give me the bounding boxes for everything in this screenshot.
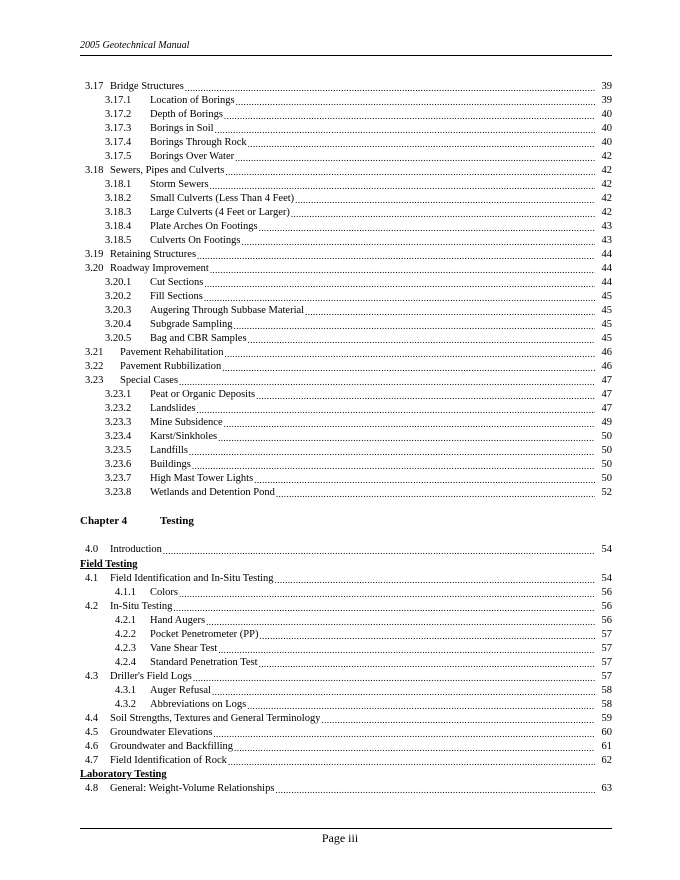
toc-entry-number: 3.23.7: [105, 473, 132, 484]
toc-entry[interactable]: [80, 586, 612, 600]
toc-entry-title: Peat or Organic Deposits: [150, 389, 256, 400]
toc-entry-title: Mine Subsidence: [150, 417, 223, 428]
toc-entry[interactable]: [80, 220, 612, 234]
running-header: 2005 Geotechnical Manual: [80, 40, 190, 51]
toc-entry-title: Sewers, Pipes and Culverts: [110, 165, 225, 176]
toc-entry-number: 3.23.2: [105, 403, 132, 414]
toc-entry[interactable]: [80, 600, 612, 614]
toc-entry[interactable]: [80, 332, 612, 346]
footer-rule: [80, 828, 612, 829]
toc-entry-title: Small Culverts (Less Than 4 Feet): [150, 193, 295, 204]
toc-entry[interactable]: [80, 458, 612, 472]
toc-leader-dots: [173, 600, 595, 614]
toc-entry[interactable]: [80, 318, 612, 332]
toc-entry-title: Pavement Rubbilization: [120, 361, 222, 372]
toc-entry-page: 47: [601, 375, 612, 386]
toc-entry-page: 50: [601, 473, 612, 484]
toc-entry-title: Borings in Soil: [150, 123, 214, 134]
toc-entry-page: 52: [601, 487, 612, 498]
toc-entry[interactable]: [80, 108, 612, 122]
toc-entry-page: 44: [601, 249, 612, 260]
toc-entry-number: 3.20.5: [105, 333, 132, 344]
toc-entry-page: 39: [601, 95, 612, 106]
toc-entry[interactable]: [80, 684, 612, 698]
toc-leader-dots: [206, 614, 595, 628]
toc-entry-page: 56: [601, 587, 612, 598]
toc-entry-title: Large Culverts (4 Feet or Larger): [150, 207, 290, 218]
toc-entry-page: 45: [601, 333, 612, 344]
toc-entry-page: 40: [601, 109, 612, 120]
toc-entry[interactable]: [80, 262, 612, 276]
toc-entry-title: In-Situ Testing: [110, 601, 173, 612]
toc-entry-page: 61: [601, 741, 612, 752]
toc-entry-title: General: Weight-Volume Relationships: [110, 783, 275, 794]
toc-leader-dots: [256, 388, 595, 402]
toc-entry-number: 3.23: [85, 375, 104, 386]
toc-entry-title: Augering Through Subbase Material: [150, 305, 305, 316]
toc-entry-page: 43: [601, 235, 612, 246]
toc-leader-dots: [163, 543, 595, 557]
toc-entry-number: 4.7: [85, 755, 99, 766]
toc-entry-number: 4.0: [85, 544, 99, 555]
toc-leader-dots: [235, 150, 595, 164]
toc-entry-page: 63: [601, 783, 612, 794]
toc-leader-dots: [276, 486, 595, 500]
toc-entry-title: Borings Through Rock: [150, 137, 247, 148]
toc-entry-title: Culverts On Footings: [150, 235, 241, 246]
toc-entry-number: 4.3.1: [115, 685, 136, 696]
toc-entry-number: 4.2.2: [115, 629, 136, 640]
toc-entry-number: 3.17.5: [105, 151, 132, 162]
toc-entry-page: 56: [601, 601, 612, 612]
toc-entry[interactable]: [80, 543, 612, 557]
toc-leader-dots: [275, 572, 595, 586]
toc-entry-number: 3.18: [85, 165, 104, 176]
toc-entry-number: 4.1: [85, 573, 99, 584]
toc-entry-number: 3.17.3: [105, 123, 132, 134]
toc-entry-number: 3.23.4: [105, 431, 132, 442]
toc-leader-dots: [197, 402, 596, 416]
toc-entry-title: Abbreviations on Logs: [150, 699, 247, 710]
toc-leader-dots: [254, 472, 595, 486]
toc-entry-number: 3.23.1: [105, 389, 132, 400]
toc-entry-number: 4.2.3: [115, 643, 136, 654]
toc-entry-number: 4.3: [85, 671, 99, 682]
toc-entry-title: Auger Refusal: [150, 685, 211, 696]
toc-entry-page: 62: [601, 755, 612, 766]
toc-entry[interactable]: [80, 614, 612, 628]
section-heading-field-testing: Field Testing: [80, 559, 138, 570]
toc-entry-title: Cut Sections: [150, 277, 204, 288]
toc-entry-number: 4.4: [85, 713, 99, 724]
toc-entry[interactable]: [80, 122, 612, 136]
toc-entry[interactable]: [80, 782, 612, 796]
toc-entry-page: 44: [601, 277, 612, 288]
toc-entry-title: Karst/Sinkholes: [150, 431, 218, 442]
toc-leader-dots: [291, 206, 595, 220]
toc-entry-title: Pavement Rehabilitation: [120, 347, 224, 358]
toc-entry[interactable]: [80, 192, 612, 206]
toc-entry[interactable]: [80, 754, 612, 768]
toc-entry-title: Field Identification of Rock: [110, 755, 227, 766]
toc-leader-dots: [259, 656, 595, 670]
toc-entry-title: Bag and CBR Samples: [150, 333, 247, 344]
toc-entry-page: 45: [601, 291, 612, 302]
toc-leader-dots: [247, 698, 595, 712]
toc-leader-dots: [210, 178, 595, 192]
toc-entry-page: 39: [601, 81, 612, 92]
toc-entry-number: 4.5: [85, 727, 99, 738]
toc-entry[interactable]: [80, 346, 612, 360]
toc-entry-page: 40: [601, 137, 612, 148]
toc-entry-number: 3.18.5: [105, 235, 132, 246]
toc-entry[interactable]: [80, 628, 612, 642]
toc-entry-title: Driller's Field Logs: [110, 671, 192, 682]
toc-entry-page: 57: [601, 657, 612, 668]
toc-entry-title: Buildings: [150, 459, 191, 470]
toc-entry-number: 4.3.2: [115, 699, 136, 710]
toc-leader-dots: [218, 430, 595, 444]
toc-entry[interactable]: [80, 234, 612, 248]
toc-leader-dots: [234, 318, 595, 332]
toc-leader-dots: [193, 670, 595, 684]
toc-leader-dots: [225, 164, 595, 178]
toc-entry-number: 3.17.1: [105, 95, 132, 106]
toc-entry[interactable]: [80, 444, 612, 458]
toc-entry[interactable]: [80, 430, 612, 444]
toc-entry-page: 44: [601, 263, 612, 274]
toc-entry-title: Bridge Structures: [110, 81, 184, 92]
toc-entry[interactable]: [80, 80, 612, 94]
toc-entry-title: Retaining Structures: [110, 249, 197, 260]
toc-entry-title: Depth of Borings: [150, 109, 223, 120]
toc-leader-dots: [248, 136, 595, 150]
toc-entry-title: Field Identification and In-Situ Testing: [110, 573, 274, 584]
toc-leader-dots: [321, 712, 595, 726]
toc-entry-number: 3.23.6: [105, 459, 132, 470]
toc-entry-page: 46: [601, 347, 612, 358]
toc-entry[interactable]: [80, 698, 612, 712]
toc-entry[interactable]: [80, 248, 612, 262]
toc-leader-dots: [192, 458, 595, 472]
toc-leader-dots: [179, 586, 595, 600]
toc-entry-page: 50: [601, 445, 612, 456]
toc-entry-number: 3.17: [85, 81, 104, 92]
toc-entry-number: 4.6: [85, 741, 99, 752]
toc-entry-title: Groundwater Elevations: [110, 727, 213, 738]
toc-entry-title: Landslides: [150, 403, 196, 414]
toc-entry-title: Pocket Penetrometer (PP): [150, 629, 259, 640]
page-number: Page iii: [321, 831, 359, 845]
toc-entry[interactable]: [80, 712, 612, 726]
toc-leader-dots: [225, 346, 595, 360]
toc-entry-number: 3.18.2: [105, 193, 132, 204]
toc-leader-dots: [189, 444, 595, 458]
toc-leader-dots: [204, 290, 595, 304]
toc-entry-title: Borings Over Water: [150, 151, 235, 162]
toc-leader-dots: [241, 234, 595, 248]
toc-entry-page: 57: [601, 643, 612, 654]
toc-entry[interactable]: [80, 374, 612, 388]
toc-entry[interactable]: [80, 670, 612, 684]
toc-entry-number: 4.1.1: [115, 587, 136, 598]
toc-entry[interactable]: [80, 740, 612, 754]
toc-entry-page: 50: [601, 459, 612, 470]
toc-entry-number: 3.20.2: [105, 291, 132, 302]
toc-entry-page: 49: [601, 417, 612, 428]
toc-entry[interactable]: [80, 402, 612, 416]
toc-entry-number: 3.19: [85, 249, 104, 260]
toc-entry[interactable]: [80, 656, 612, 670]
chapter-heading: [80, 514, 194, 528]
toc-entry[interactable]: [80, 276, 612, 290]
toc-leader-dots: [215, 122, 595, 136]
toc-entry[interactable]: [80, 642, 612, 656]
toc-entry-page: 57: [601, 671, 612, 682]
toc-leader-dots: [213, 726, 595, 740]
toc-entry-title: Plate Arches On Footings: [150, 221, 258, 232]
toc-entry-page: 42: [601, 193, 612, 204]
toc-leader-dots: [212, 684, 595, 698]
toc-entry-page: 43: [601, 221, 612, 232]
toc-entry[interactable]: [80, 486, 612, 500]
toc-entry[interactable]: [80, 290, 612, 304]
toc-entry-page: 57: [601, 629, 612, 640]
toc-entry-number: 3.20.1: [105, 277, 132, 288]
toc-entry-title: Wetlands and Detention Pond: [150, 487, 275, 498]
toc-entry-title: Colors: [150, 587, 179, 598]
toc-leader-dots: [275, 782, 595, 796]
toc-leader-dots: [218, 642, 595, 656]
toc-entry-page: 54: [601, 573, 612, 584]
toc-entry-number: 3.21: [85, 347, 104, 358]
toc-entry-title: High Mast Tower Lights: [150, 473, 254, 484]
toc-entry-title: Roadway Improvement: [110, 263, 209, 274]
toc-entry[interactable]: [80, 136, 612, 150]
toc-leader-dots: [259, 220, 595, 234]
toc-entry-page: 58: [601, 685, 612, 696]
toc-entry-title: Groundwater and Backfilling: [110, 741, 234, 752]
toc-entry-page: 54: [601, 544, 612, 555]
toc-entry-page: 59: [601, 713, 612, 724]
toc-entry[interactable]: [80, 726, 612, 740]
toc-entry[interactable]: [80, 164, 612, 178]
toc-entry-page: 42: [601, 179, 612, 190]
toc-entry[interactable]: [80, 206, 612, 220]
toc-entry[interactable]: [80, 304, 612, 318]
header-rule: [80, 55, 612, 56]
toc-entry-number: 4.2.1: [115, 615, 136, 626]
toc-entry-number: 3.20.3: [105, 305, 132, 316]
toc-entry-number: 3.23.3: [105, 417, 132, 428]
toc-entry-number: 3.23.8: [105, 487, 132, 498]
toc-entry-number: 3.18.1: [105, 179, 132, 190]
chapter-title: Testing: [160, 515, 194, 527]
toc-entry[interactable]: [80, 416, 612, 430]
toc-entry-title: Landfills: [150, 445, 188, 456]
toc-leader-dots: [248, 332, 595, 346]
toc-entry-page: 47: [601, 403, 612, 414]
toc-leader-dots: [295, 192, 595, 206]
toc-entry-number: 4.2.4: [115, 657, 136, 668]
toc-leader-dots: [224, 108, 595, 122]
toc-entry-page: 45: [601, 305, 612, 316]
toc-entry-page: 42: [601, 165, 612, 176]
toc-entry-title: Vane Shear Test: [150, 643, 218, 654]
toc-leader-dots: [222, 360, 595, 374]
toc-entry-number: 3.17.4: [105, 137, 132, 148]
toc-entry-page: 46: [601, 361, 612, 372]
toc-entry-number: 3.18.3: [105, 207, 132, 218]
toc-entry[interactable]: [80, 150, 612, 164]
toc-entry-page: 47: [601, 389, 612, 400]
toc-leader-dots: [204, 276, 595, 290]
toc-entry-title: Hand Augers: [150, 615, 206, 626]
toc-leader-dots: [305, 304, 595, 318]
toc-entry-page: 56: [601, 615, 612, 626]
toc-entry-title: Fill Sections: [150, 291, 203, 302]
toc-leader-dots: [228, 754, 595, 768]
toc-entry-page: 60: [601, 727, 612, 738]
toc-entry-title: Introduction: [110, 544, 162, 555]
toc-entry-title: Special Cases: [120, 375, 179, 386]
toc-leader-dots: [185, 80, 595, 94]
toc-leader-dots: [210, 262, 595, 276]
toc-entry[interactable]: [80, 178, 612, 192]
toc-entry-title: Standard Penetration Test: [150, 657, 258, 668]
toc-entry[interactable]: [80, 388, 612, 402]
toc-entry-title: Subgrade Sampling: [150, 319, 233, 330]
toc-entry-number: 3.23.5: [105, 445, 132, 456]
toc-entry[interactable]: [80, 472, 612, 486]
section-heading-laboratory-testing: Laboratory Testing: [80, 769, 167, 780]
toc-leader-dots: [224, 416, 595, 430]
toc-entry-title: Storm Sewers: [150, 179, 209, 190]
toc-entry-number: 3.20: [85, 263, 104, 274]
toc-entry-page: 50: [601, 431, 612, 442]
toc-leader-dots: [179, 374, 595, 388]
toc-entry-page: 40: [601, 123, 612, 134]
toc-entry-page: 58: [601, 699, 612, 710]
toc-entry[interactable]: [80, 572, 612, 586]
toc-entry[interactable]: [80, 360, 612, 374]
toc-entry-number: 3.17.2: [105, 109, 132, 120]
toc-entry-number: 4.8: [85, 783, 99, 794]
toc-entry-number: 3.18.4: [105, 221, 132, 232]
toc-entry-page: 45: [601, 319, 612, 330]
toc-entry-number: 3.20.4: [105, 319, 132, 330]
toc-entry-page: 42: [601, 151, 612, 162]
toc-entry-number: 3.22: [85, 361, 104, 372]
toc-entry-number: 4.2: [85, 601, 99, 612]
toc-leader-dots: [236, 94, 595, 108]
toc-leader-dots: [259, 628, 595, 642]
toc-entry-title: Location of Borings: [150, 95, 235, 106]
toc-entry-page: 42: [601, 207, 612, 218]
toc-entry[interactable]: [80, 94, 612, 108]
toc-leader-dots: [234, 740, 595, 754]
chapter-number: Chapter 4: [80, 515, 128, 527]
toc-leader-dots: [197, 248, 595, 262]
toc-entry-title: Soil Strengths, Textures and General Terminology: [110, 713, 321, 724]
